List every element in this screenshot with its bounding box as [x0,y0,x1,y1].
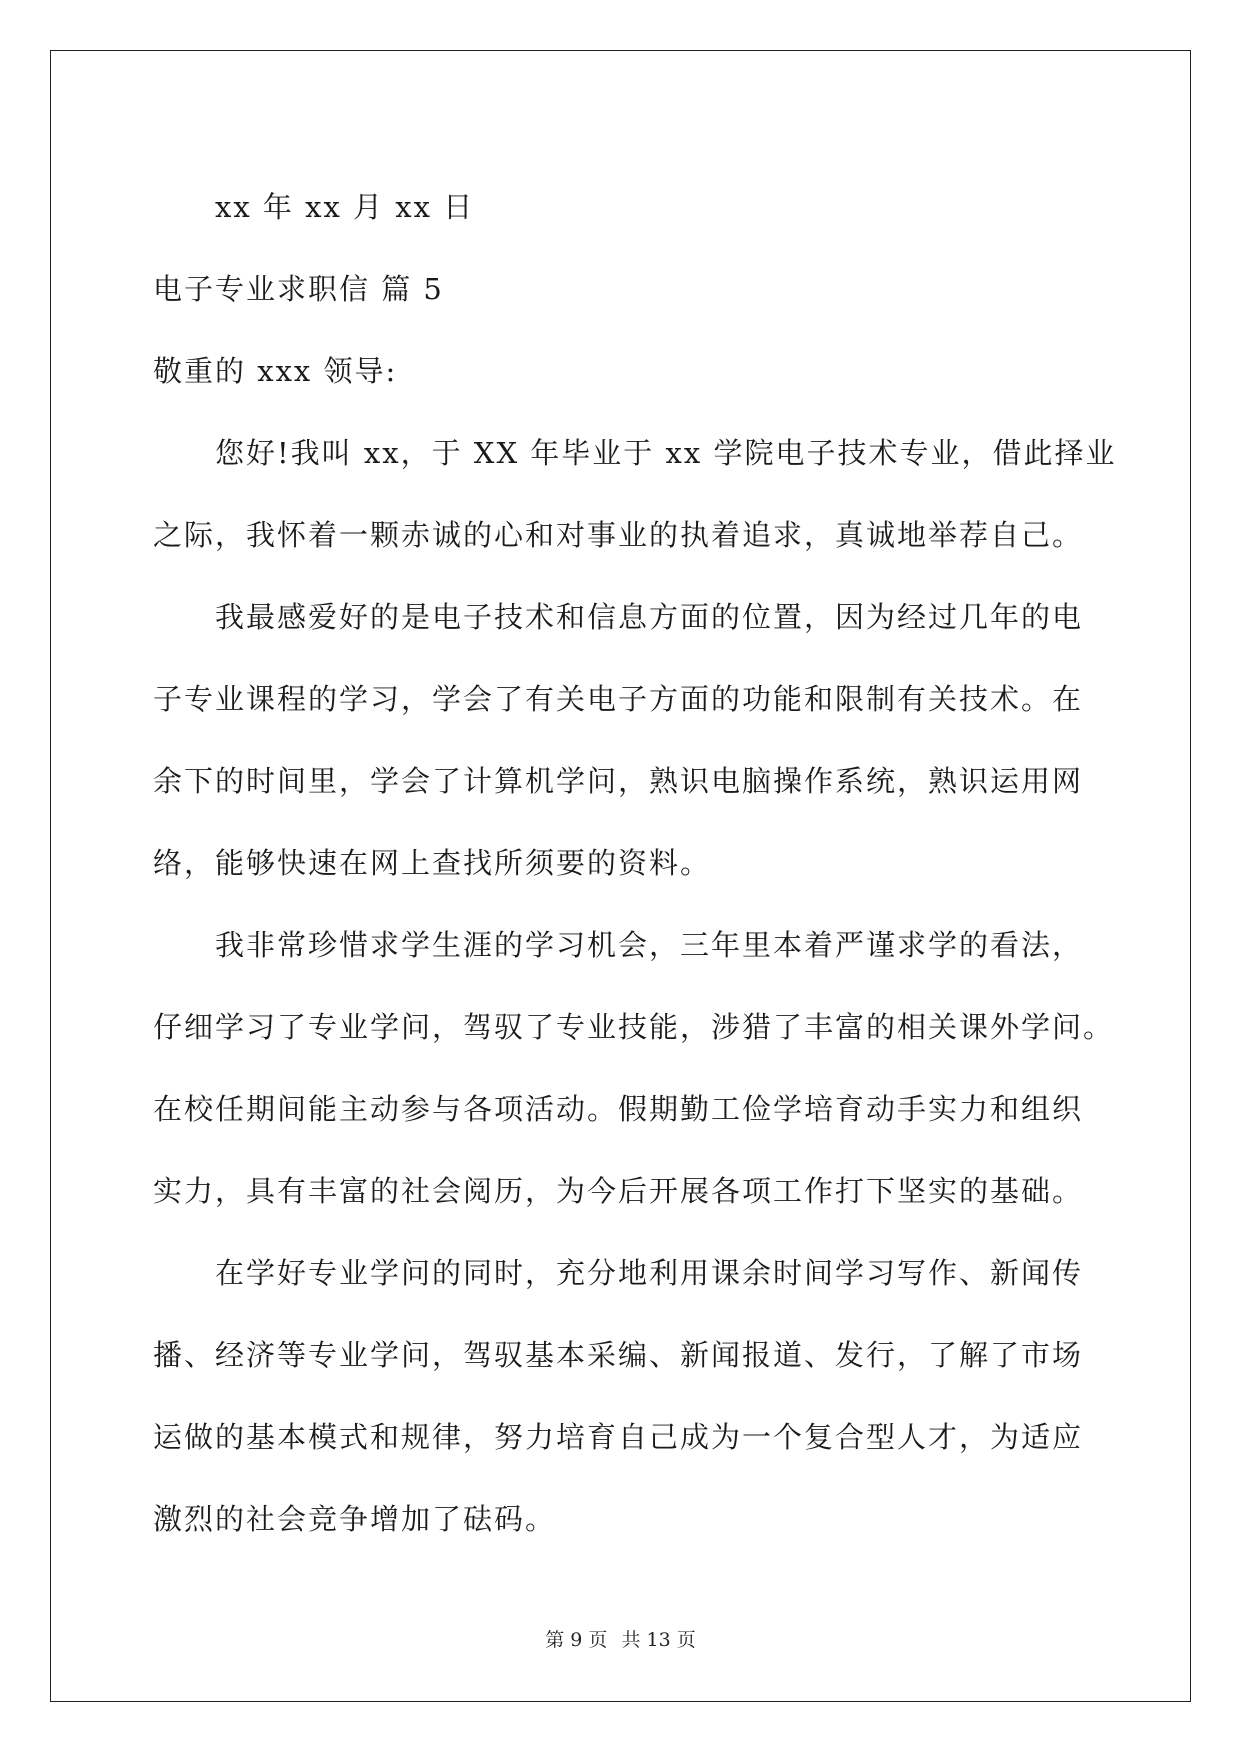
page-footer [0,1625,1241,1652]
page-number: 第 9 页 [545,1629,608,1651]
paragraph-line: 我最感爱好的是电子技术和信息方面的位置，因为经过几年的电 [215,600,1084,634]
paragraph-line: 仔细学习了专业学问，驾驭了专业技能，涉猎了丰富的相关课外学问。 [153,1010,1115,1044]
paragraph-line: 络，能够快速在网上查找所须要的资料。 [153,846,712,880]
paragraph-line: 之际，我怀着一颗赤诚的心和对事业的执着追求，真诚地举荐自己。 [153,518,1084,552]
paragraph-line: 您好!我叫 xx，于 XX 年毕业于 xx 学院电子技术专业，借此择业 [215,436,1117,470]
paragraph-line: 实力，具有丰富的社会阅历，为今后开展各项工作打下坚实的基础。 [153,1174,1084,1208]
page-total: 共 13 页 [621,1629,696,1651]
paragraph-line: 子专业课程的学习，学会了有关电子方面的功能和限制有关技术。在 [153,682,1084,716]
paragraph-line: 在校任期间能主动参与各项活动。假期勤工俭学培育动手实力和组织 [153,1092,1084,1126]
paragraph-line: 运做的基本模式和规律，努力培育自己成为一个复合型人才，为适应 [153,1420,1084,1454]
document-body [153,166,1117,1560]
paragraph-line: 激烈的社会竞争增加了砝码。 [153,1502,557,1536]
salutation: 敬重的 xxx 领导: [153,354,398,388]
paragraph-line: 我非常珍惜求学生涯的学习机会，三年里本着严谨求学的看法， [215,928,1084,962]
paragraph-line: 在学好专业学问的同时，充分地利用课余时间学习写作、新闻传 [215,1256,1084,1290]
paragraph-line: 播、经济等专业学问，驾驭基本采编、新闻报道、发行，了解了市场 [153,1338,1084,1372]
paragraph-line: 余下的时间里，学会了计算机学问，熟识电脑操作系统，熟识运用网 [153,764,1084,798]
section-title: 电子专业求职信 篇 5 [153,272,444,306]
date-line: xx 年 xx 月 xx 日 [215,190,475,224]
